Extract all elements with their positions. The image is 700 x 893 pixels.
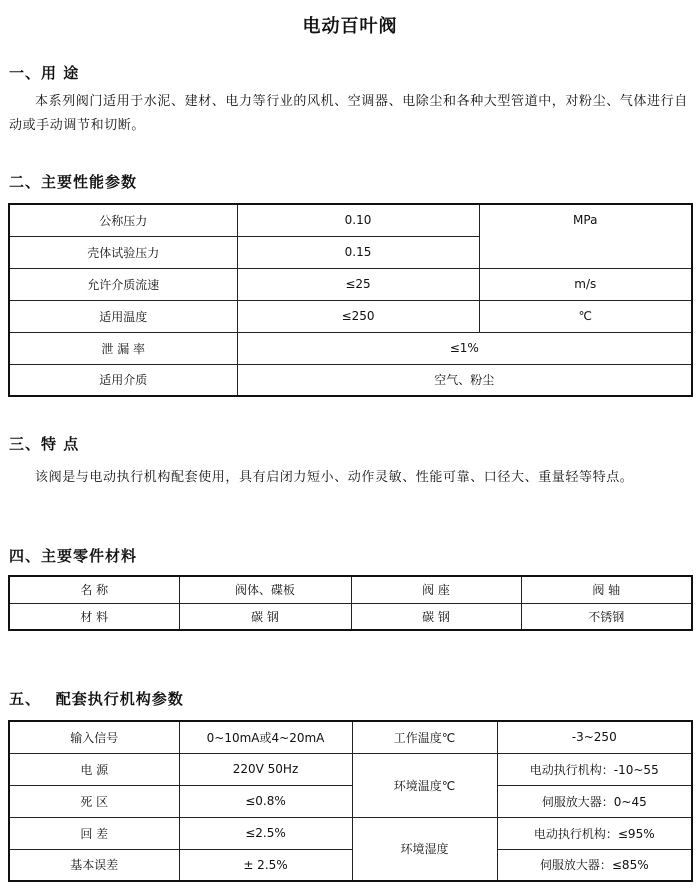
table-cell: ℃ [479, 300, 692, 332]
table-cell: 0~10mA或4~20mA [179, 721, 352, 753]
table-cell: 输入信号 [9, 721, 179, 753]
table-row [9, 603, 692, 630]
table-row [9, 204, 692, 236]
materials-table [8, 575, 693, 631]
table-cell: 伺服放大器：0~45 [497, 785, 692, 817]
table-cell: 空气、粉尘 [237, 364, 692, 396]
section-heading-actuator: 五、 配套执行机构参数 [9, 690, 184, 708]
table-cell: 允许介质流速 [9, 268, 237, 300]
table-cell: ≤250 [237, 300, 479, 332]
table-row [9, 268, 692, 300]
table-cell: ≤0.8% [179, 785, 352, 817]
table-cell: 环境温度℃ [352, 753, 497, 817]
table-row [9, 721, 692, 753]
table-cell: MPa [479, 204, 692, 268]
table-cell: 死 区 [9, 785, 179, 817]
table-cell: 适用介质 [9, 364, 237, 396]
section-heading-performance: 二、主要性能参数 [9, 173, 138, 191]
table-cell: ≤2.5% [179, 817, 352, 849]
table-cell: 伺服放大器：≤85% [497, 849, 692, 881]
table-cell: 不锈钢 [521, 603, 692, 630]
table-cell: 阀 座 [351, 576, 521, 603]
table-cell: 220V 50Hz [179, 753, 352, 785]
table-cell: 电动执行机构：≤95% [497, 817, 692, 849]
table-row [9, 364, 692, 396]
section-heading-usage: 一、用 途 [9, 64, 80, 82]
table-cell: 壳体试验压力 [9, 236, 237, 268]
features-paragraph: 该阀是与电动执行机构配套使用，具有启闭力短小、动作灵敏、性能可靠、口径大、重量轻等特点。 [35, 470, 634, 485]
table-cell: ± 2.5% [179, 849, 352, 881]
table-cell: 公称压力 [9, 204, 237, 236]
table-row [9, 817, 692, 849]
table-cell: 名 称 [9, 576, 179, 603]
section-heading-features: 三、特 点 [9, 435, 80, 453]
table-cell: ≤1% [237, 332, 692, 364]
table-cell: 工作温度℃ [352, 721, 497, 753]
actuator-table [8, 720, 693, 882]
table-cell: -3~250 [497, 721, 692, 753]
document-title: 电动百叶阀 [302, 16, 398, 37]
usage-paragraph: 本系列阀门适用于水泥、建材、电力等行业的风机、空调器、电除尘和各种大型管道中，对粉尘、气体进行自动或手动调节和切断。 [9, 94, 688, 133]
table-cell: 阀体、碟板 [179, 576, 351, 603]
table-cell: 0.10 [237, 204, 479, 236]
table-cell: 回 差 [9, 817, 179, 849]
table-row [9, 300, 692, 332]
performance-table [8, 203, 693, 397]
table-cell: 电动执行机构：-10~55 [497, 753, 692, 785]
table-cell: 适用温度 [9, 300, 237, 332]
table-cell: 碳 钢 [351, 603, 521, 630]
table-row [9, 785, 692, 817]
table-row [9, 576, 692, 603]
table-cell: ≤25 [237, 268, 479, 300]
table-cell: 材 料 [9, 603, 179, 630]
table-row [9, 753, 692, 785]
table-cell: 0.15 [237, 236, 479, 268]
table-cell: 环境湿度 [352, 817, 497, 881]
table-cell: m/s [479, 268, 692, 300]
table-cell: 阀 轴 [521, 576, 692, 603]
table-cell: 碳 钢 [179, 603, 351, 630]
section-heading-materials: 四、主要零件材料 [9, 547, 138, 565]
table-row [9, 332, 692, 364]
table-cell: 基本误差 [9, 849, 179, 881]
table-row [9, 849, 692, 881]
table-cell: 电 源 [9, 753, 179, 785]
table-cell: 泄 漏 率 [9, 332, 237, 364]
